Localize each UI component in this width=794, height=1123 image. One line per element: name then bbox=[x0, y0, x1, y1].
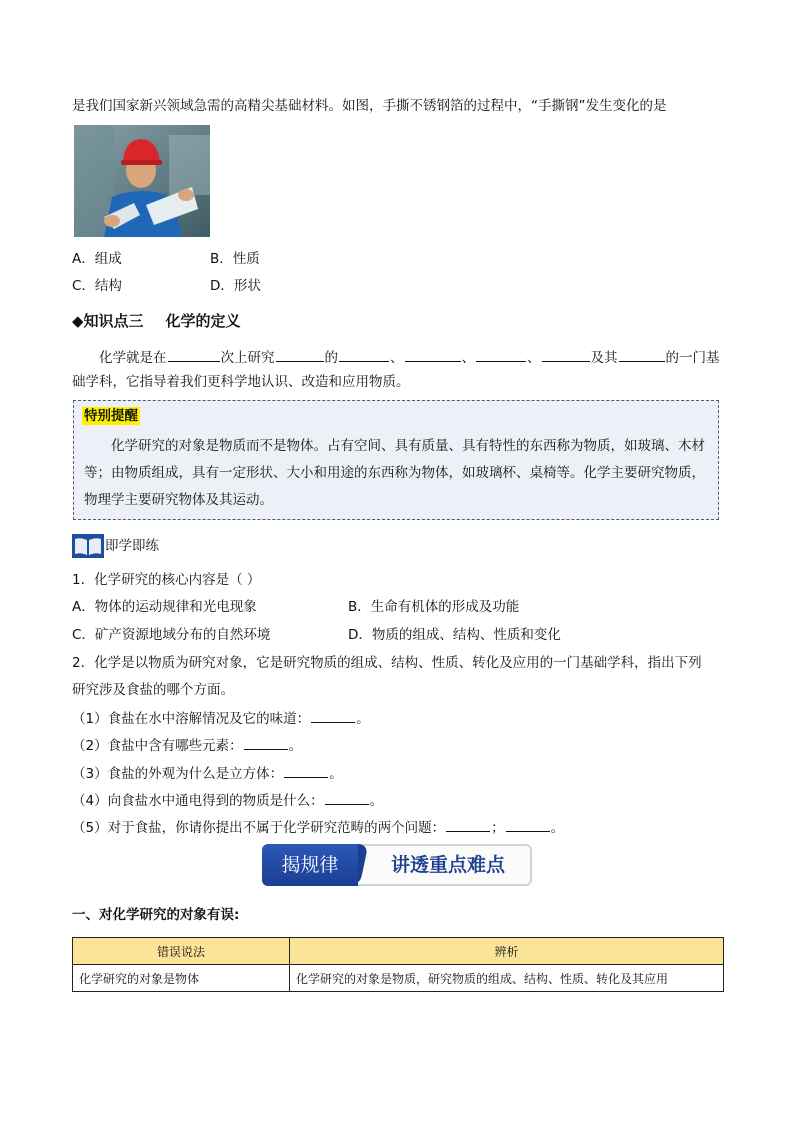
table-cell: 化学研究的对象是物体 bbox=[73, 965, 290, 992]
reminder-text: 化学研究的对象是物质而不是物体。占有空间、具有质量、具有特性的东西称为物质，如玻璃、木材等；由物质组成，具有一定形状、大小和用途的东西称为物体，如玻璃杯、桌椅等。化学主要研究物质，物理学主要研究物体及其运动。 bbox=[84, 438, 705, 508]
option-c: C．结构 bbox=[72, 278, 122, 294]
section-marker: ◆知识点三 bbox=[72, 312, 144, 330]
table-header-cell: 辨析 bbox=[290, 938, 724, 965]
section-banner bbox=[262, 844, 532, 886]
q1-option-a: A．物体的运动规律和光电现象 bbox=[72, 599, 257, 615]
definition-line-1: 化学就是在 次上研究 的 、 、 、 及其 的一门基 bbox=[99, 347, 720, 367]
definition-line-2: 础学科，它指导着我们更科学地认识、改造和应用物质。 bbox=[72, 374, 410, 390]
answer-blank[interactable] bbox=[311, 708, 355, 723]
practice-label: 即学即练 bbox=[105, 538, 159, 554]
option-d: D．形状 bbox=[210, 278, 261, 294]
blank-6[interactable] bbox=[542, 347, 590, 362]
practice-header bbox=[72, 534, 162, 558]
q1-option-d: D．物质的组成、结构、性质和变化 bbox=[348, 627, 561, 643]
banner-right-label: 讲透重点难点 bbox=[354, 844, 532, 886]
q2-sub-2: （2）食盐中含有哪些元素： 。 bbox=[72, 735, 302, 755]
q1-option-c: C．矿产资源地域分布的自然环境 bbox=[72, 627, 271, 643]
question-stem-line: 是我们国家新兴领域急需的高精尖基础材料。如图，手撕不锈钢箔的过程中，“手撕钢”发生变化的是 bbox=[72, 98, 667, 114]
practice-q1: 1．化学研究的核心内容是（ ） bbox=[72, 572, 261, 588]
table-row bbox=[73, 965, 724, 992]
answer-blank[interactable] bbox=[506, 817, 550, 832]
banner-left-label: 揭规律 bbox=[262, 844, 358, 886]
section-title: 化学的定义 bbox=[165, 312, 241, 330]
open-book-icon bbox=[72, 534, 104, 558]
blank-3[interactable] bbox=[339, 347, 389, 362]
q2-sub-1: （1）食盐在水中溶解情况及它的味道： 。 bbox=[72, 708, 370, 728]
reminder-title: 特别提醒 bbox=[84, 408, 138, 424]
q2-sub-3: （3）食盐的外观为什么是立方体： 。 bbox=[72, 763, 343, 783]
answer-blank[interactable] bbox=[284, 763, 328, 778]
blank-4[interactable] bbox=[405, 347, 461, 362]
option-b: B．性质 bbox=[210, 251, 260, 267]
special-reminder-box bbox=[73, 400, 719, 520]
table-header-row bbox=[73, 938, 724, 965]
blank-2[interactable] bbox=[276, 347, 324, 362]
q1-option-b: B．生命有机体的形成及功能 bbox=[348, 599, 520, 615]
q2-sub-4: （4）向食盐水中通电得到的物质是什么： 。 bbox=[72, 790, 383, 810]
worker-tearing-steel-photo bbox=[74, 125, 210, 237]
answer-blank[interactable] bbox=[244, 735, 288, 750]
option-a: A．组成 bbox=[72, 251, 122, 267]
practice-q2-line-2: 研究涉及食盐的哪个方面。 bbox=[72, 682, 234, 698]
answer-blank[interactable] bbox=[325, 790, 369, 805]
blank-1[interactable] bbox=[168, 347, 220, 362]
section-heading bbox=[72, 310, 241, 331]
error-analysis-table bbox=[72, 937, 724, 992]
blank-5[interactable] bbox=[476, 347, 526, 362]
q2-sub-5: （5）对于食盐，你请你提出不属于化学研究范畴的两个问题： ； 。 bbox=[72, 817, 564, 837]
practice-q2-line-1: 2．化学是以物质为研究对象，它是研究物质的组成、结构、性质、转化及应用的一门基础学科，指出下列 bbox=[72, 655, 702, 671]
table-header-cell: 错误说法 bbox=[73, 938, 290, 965]
table-cell: 化学研究的对象是物质，研究物质的组成、结构、性质、转化及其应用 bbox=[290, 965, 724, 992]
answer-blank[interactable] bbox=[446, 817, 490, 832]
blank-7[interactable] bbox=[619, 347, 665, 362]
error-section-title: 一、对化学研究的对象有误: bbox=[72, 907, 240, 923]
